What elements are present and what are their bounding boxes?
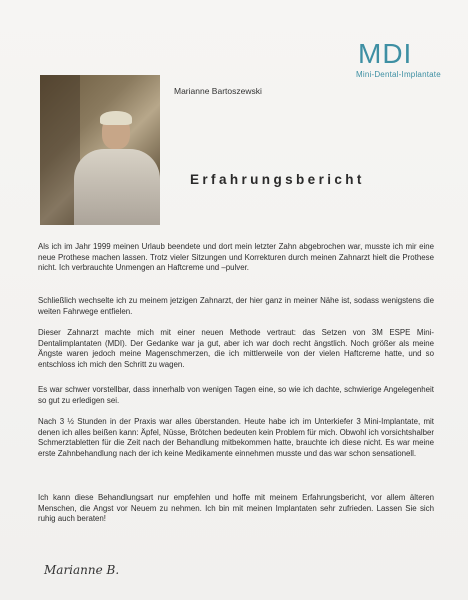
page-title: Erfahrungsbericht [190, 172, 365, 187]
author-name: Marianne Bartoszewski [174, 86, 262, 96]
author-photo [40, 75, 160, 225]
paragraph-2: Schließlich wechselte ich zu meinem jetzigen Zahnarzt, der hier ganz in meiner Nähe ist, sodass wenigstens die weiten Fahrwege entfielen. [38, 296, 434, 316]
paragraph-6: Ich kann diese Behandlungsart nur empfehlen und hoffe mit meinem Erfahrungsbericht, vor allem älteren Menschen, die Angst vor Neuem zu nehmen. Ich bin mit meinen Implantaten sehr zufrieden. Lassen Sie sich ruhig auch beraten! [38, 493, 434, 524]
logo-subtitle: Mini-Dental-Implantate [356, 70, 441, 79]
paragraph-3: Dieser Zahnarzt machte mich mit einer neuen Methode vertraut: das Setzen von 3M ESPE Mini-Dentalimplantaten (MDI). Der Gedanke war ja gut, aber ich war doch recht ängstlich. Noch größer als meine Ängste waren jedoch meine Magenschmerzen, die ich mittlerweile von der vielen Haftcreme hatte, und so entschloss ich mich den Schritt zu wagen. [38, 328, 434, 369]
paragraph-4: Es war schwer vorstellbar, dass innerhalb von wenigen Tagen eine, so wie ich dachte, schwierige Angelegenheit so gut zu erledigen sei. [38, 385, 434, 405]
paragraph-1: Als ich im Jahr 1999 meinen Urlaub beendete und dort mein letzter Zahn abgebrochen war, musste ich mir eine neue Prothese machen lassen. Trotz vieler Sitzungen und Korrekturen durch meinen Zahnarzt hielt die Prothese nicht. Ich verbrauchte Unmengen an Haftcreme und –pulver. [38, 242, 434, 273]
mdi-logo [354, 40, 454, 79]
logo-mark: MDI [358, 38, 413, 69]
paragraph-5: Nach 3 ½ Stunden in der Praxis war alles überstanden. Heute habe ich im Unterkiefer 3 Mini-Implantate, mit denen ich alles beißen kann: Äpfel, Nüsse, Brötchen bedeuten kein Problem für mich. Obwohl ich vorsichtshalber Schmerztabletten für die Zeit nach der Behandlung mitbekommen hatte, brauchte ich diese nicht. Es war meine erste Zahnbehandlung nach der ich keine Medikamente einnehmen musste und das war schon sensationell. [38, 417, 434, 458]
signature: Marianne B. [44, 563, 120, 577]
